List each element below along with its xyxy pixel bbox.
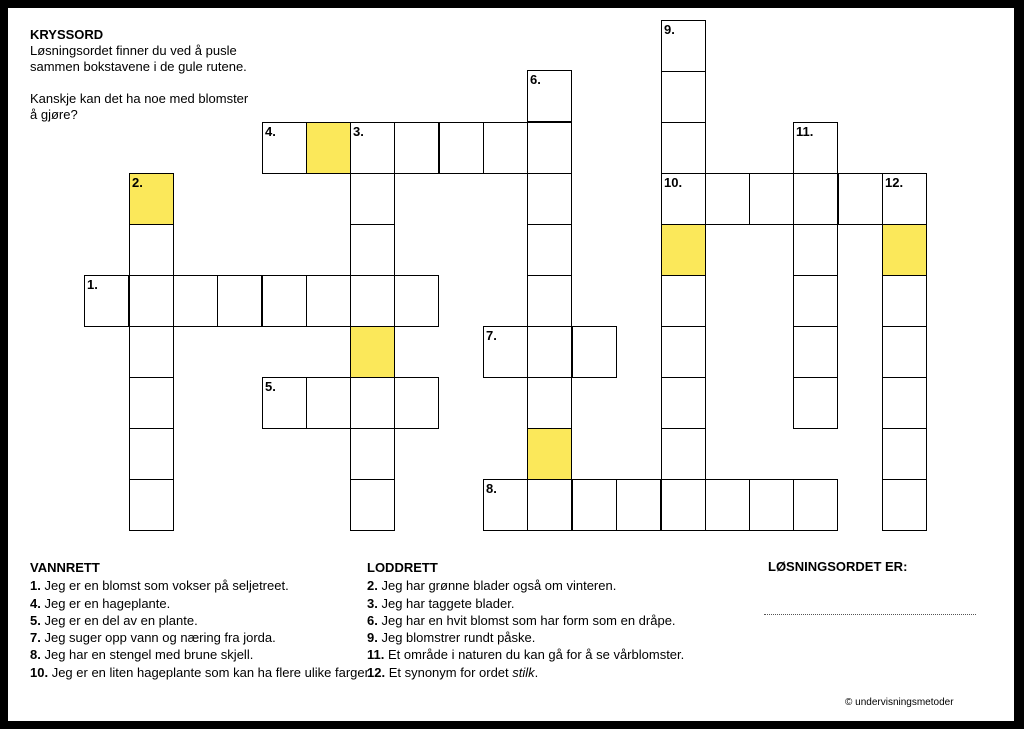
- clue-text: Jeg har en stengel med brune skjell.: [44, 647, 254, 663]
- clue-text-end: .: [534, 664, 539, 680]
- grid-cell[interactable]: [129, 275, 174, 327]
- grid-cell[interactable]: [262, 122, 307, 174]
- clue-item: [30, 612, 330, 629]
- grid-cell-highlighted[interactable]: [882, 224, 927, 276]
- solution-label: LØSNINGSORDET ER:: [768, 559, 908, 574]
- grid-cell[interactable]: [749, 173, 794, 225]
- grid-cell[interactable]: [661, 275, 706, 327]
- clue-text: Jeg er en blomst som vokser på seljetreet.: [44, 578, 289, 594]
- grid-cell[interactable]: [262, 377, 307, 429]
- clue-number: 10.: [30, 664, 49, 680]
- cell-number: 10.: [664, 175, 683, 190]
- clue-item: [367, 577, 747, 594]
- grid-cell[interactable]: [572, 479, 617, 531]
- grid-cell[interactable]: [173, 275, 218, 327]
- clue-item: [30, 629, 330, 646]
- intro-line-1: Løsningsordet finner du ved å pusle sammen bokstavene i de gule rutene.: [30, 43, 247, 74]
- grid-cell[interactable]: [661, 377, 706, 429]
- across-heading: VANNRETT: [30, 560, 100, 575]
- grid-cell[interactable]: [661, 173, 706, 225]
- grid-cell[interactable]: [129, 428, 174, 480]
- cell-number: 4.: [265, 124, 276, 139]
- cell-number: 5.: [265, 379, 276, 394]
- grid-cell[interactable]: [705, 479, 750, 531]
- grid-cell[interactable]: [84, 275, 129, 327]
- across-clues: [30, 559, 372, 681]
- clue-number: 5.: [30, 612, 41, 628]
- grid-cell-highlighted[interactable]: [527, 428, 572, 480]
- cell-number: 12.: [885, 175, 904, 190]
- grid-cell[interactable]: [129, 377, 174, 429]
- clue-item: [367, 629, 747, 646]
- grid-cell[interactable]: [793, 122, 838, 174]
- clue-number: 2.: [367, 578, 378, 594]
- clue-item: [30, 646, 330, 663]
- grid-cell-highlighted[interactable]: [661, 224, 706, 276]
- grid-cell[interactable]: [262, 275, 307, 327]
- grid-cell-highlighted[interactable]: [306, 122, 351, 174]
- grid-cell[interactable]: [882, 326, 927, 378]
- grid-cell[interactable]: [572, 326, 617, 378]
- grid-cell[interactable]: [350, 173, 395, 225]
- grid-cell[interactable]: [217, 275, 262, 327]
- grid-cell[interactable]: [882, 275, 927, 327]
- grid-cell-highlighted[interactable]: [350, 326, 395, 378]
- grid-cell[interactable]: [882, 479, 927, 531]
- cell-number: 6.: [530, 72, 541, 87]
- grid-cell[interactable]: [882, 377, 927, 429]
- grid-cell[interactable]: [483, 479, 528, 531]
- grid-cell[interactable]: [793, 224, 838, 276]
- grid-cell[interactable]: [793, 275, 838, 327]
- clue-text: Jeg har grønne blader også om vinteren.: [381, 578, 617, 594]
- grid-cell[interactable]: [527, 173, 572, 225]
- grid-cell[interactable]: [882, 428, 927, 480]
- clue-number: 12.: [367, 664, 386, 680]
- clue-text: Jeg suger opp vann og næring fra jorda.: [44, 630, 276, 646]
- clue-number: 11.: [367, 647, 385, 663]
- cell-number: 1.: [87, 277, 98, 292]
- cell-number: 3.: [353, 124, 364, 139]
- clue-text: Jeg er en del av en plante.: [44, 612, 198, 628]
- grid-cell[interactable]: [129, 224, 174, 276]
- clue-item: [367, 664, 747, 681]
- clue-text: Jeg blomstrer rundt påske.: [381, 630, 536, 646]
- clue-number: 1.: [30, 578, 41, 594]
- clue-item: [367, 612, 747, 629]
- grid-cell[interactable]: [882, 173, 927, 225]
- clue-number: 3.: [367, 595, 378, 611]
- cell-number: 2.: [132, 175, 143, 190]
- cell-number: 11.: [796, 124, 814, 139]
- grid-cell[interactable]: [661, 20, 706, 72]
- clue-text: Jeg har en hvit blomst som har form som en dråpe.: [381, 612, 676, 628]
- grid-cell[interactable]: [129, 479, 174, 531]
- grid-cell[interactable]: [394, 377, 439, 429]
- grid-cell[interactable]: [306, 377, 351, 429]
- grid-cell[interactable]: [527, 122, 572, 174]
- grid-cell[interactable]: [705, 173, 750, 225]
- clue-item: [367, 595, 747, 612]
- clue-item: [30, 577, 330, 594]
- grid-cell[interactable]: [527, 377, 572, 429]
- grid-cell[interactable]: [527, 326, 572, 378]
- grid-cell[interactable]: [838, 173, 883, 225]
- grid-cell[interactable]: [350, 275, 395, 327]
- grid-cell-highlighted[interactable]: [129, 173, 174, 225]
- grid-cell[interactable]: [661, 326, 706, 378]
- grid-cell[interactable]: [350, 377, 395, 429]
- clue-text-italic: stilk: [512, 664, 535, 680]
- down-clues: [367, 559, 747, 681]
- clue-number: 9.: [367, 630, 378, 646]
- grid-cell[interactable]: [527, 479, 572, 531]
- clue-text: Jeg er en hageplante.: [44, 595, 171, 611]
- grid-cell[interactable]: [616, 479, 661, 531]
- grid-cell[interactable]: [306, 275, 351, 327]
- cell-number: 8.: [486, 481, 497, 496]
- grid-cell[interactable]: [483, 122, 528, 174]
- grid-cell[interactable]: [394, 122, 439, 174]
- grid-cell[interactable]: [483, 326, 528, 378]
- clue-item: [30, 595, 330, 612]
- grid-cell[interactable]: [661, 479, 706, 531]
- grid-cell[interactable]: [439, 122, 484, 174]
- clue-number: 8.: [30, 647, 41, 663]
- clue-text: Et område i naturen du kan gå for å se vårblomster.: [387, 647, 685, 663]
- clue-text: Jeg har taggete blader.: [381, 595, 515, 611]
- clue-item: [367, 646, 747, 663]
- grid-cell[interactable]: [793, 479, 838, 531]
- grid-cell[interactable]: [661, 122, 706, 174]
- clue-number: 6.: [367, 612, 378, 628]
- clue-text: Et synonym for ordet: [388, 664, 513, 680]
- clue-text: Jeg er en liten hageplante som kan ha flere ulike farger.: [51, 664, 372, 680]
- grid-cell[interactable]: [129, 326, 174, 378]
- solution-answer-line[interactable]: [764, 614, 976, 615]
- clue-item: [30, 664, 372, 681]
- down-heading: LODDRETT: [367, 560, 438, 575]
- grid-cell[interactable]: [527, 224, 572, 276]
- cell-number: 7.: [486, 328, 497, 343]
- intro-line-2: Kanskje kan det ha noe med blomster å gjøre?: [30, 91, 249, 122]
- grid-cell[interactable]: [350, 428, 395, 480]
- clue-number: 7.: [30, 630, 41, 646]
- grid-cell[interactable]: [793, 173, 838, 225]
- grid-cell[interactable]: [793, 377, 838, 429]
- page-title: KRYSSORD: [30, 27, 104, 42]
- grid-cell[interactable]: [527, 275, 572, 327]
- cell-number: 9.: [664, 22, 675, 37]
- grid-cell[interactable]: [749, 479, 794, 531]
- grid-cell[interactable]: [350, 224, 395, 276]
- grid-cell[interactable]: [661, 71, 706, 123]
- grid-cell[interactable]: [350, 122, 395, 174]
- grid-cell[interactable]: [527, 70, 572, 122]
- grid-cell[interactable]: [350, 479, 395, 531]
- copyright-notice: © undervisningsmetoder: [845, 697, 954, 708]
- grid-cell[interactable]: [793, 326, 838, 378]
- clue-number: 4.: [30, 595, 41, 611]
- grid-cell[interactable]: [394, 275, 439, 327]
- grid-cell[interactable]: [661, 428, 706, 480]
